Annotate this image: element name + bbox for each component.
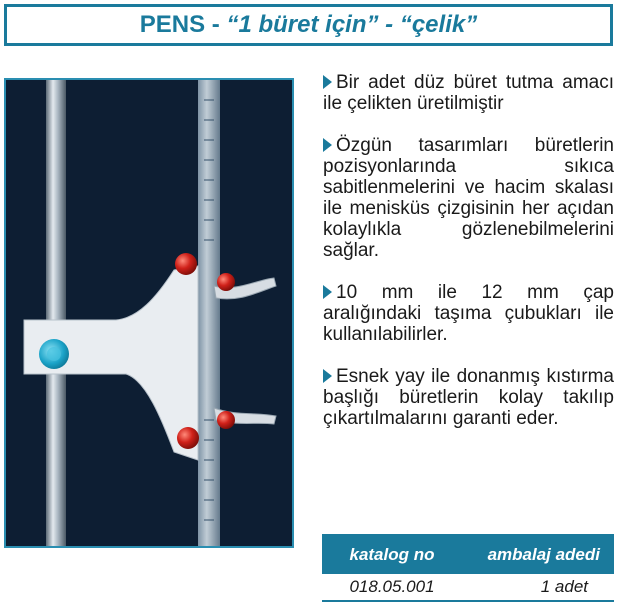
title-italic: “1 büret için” - “çelik” [226, 11, 478, 38]
feature-text: 10 mm ile 12 mm çap aralığındaki taşıma çubukları ile kullanılabilirler. [323, 282, 614, 345]
bullet-arrow-icon [323, 285, 332, 299]
header-catalog-no: katalog no [349, 544, 435, 564]
title-prefix: PENS - [139, 11, 227, 38]
bullet-arrow-icon [323, 138, 332, 152]
feature-list [323, 72, 614, 450]
table-bottom-rule [322, 600, 614, 602]
feature-item [323, 282, 614, 345]
cell-package-qty: 1 adet [540, 577, 588, 596]
header-package-qty: ambalaj adedi [487, 544, 600, 564]
burette-clamp-illustration [6, 80, 292, 546]
table-header [322, 534, 614, 574]
page-title [140, 11, 477, 39]
title-box [4, 4, 613, 46]
feature-text: Özgün tasarımları büretlerin pozisyonlarında sıkıca sabitlenmelerini ve hacim skalası ile menisküs çizgisinin her açıdan kolaylıkla gözlenebilmelerini sağlar. [323, 135, 614, 261]
feature-text: Bir adet düz büret tutma amacı ile çelikten üretilmiştir [323, 72, 614, 114]
feature-item [323, 135, 614, 261]
bullet-arrow-icon [323, 75, 332, 89]
feature-text: Esnek yay ile donanmış kıstırma başlığı büretlerin kolay takılıp çıkartılmalarını garanti eder. [323, 366, 614, 429]
table-row [322, 574, 614, 600]
cell-catalog-no: 018.05.001 [349, 577, 435, 596]
product-photo [4, 78, 294, 548]
catalog-table [322, 534, 614, 602]
feature-item [323, 366, 614, 429]
bullet-arrow-icon [323, 369, 332, 383]
feature-item [323, 72, 614, 114]
